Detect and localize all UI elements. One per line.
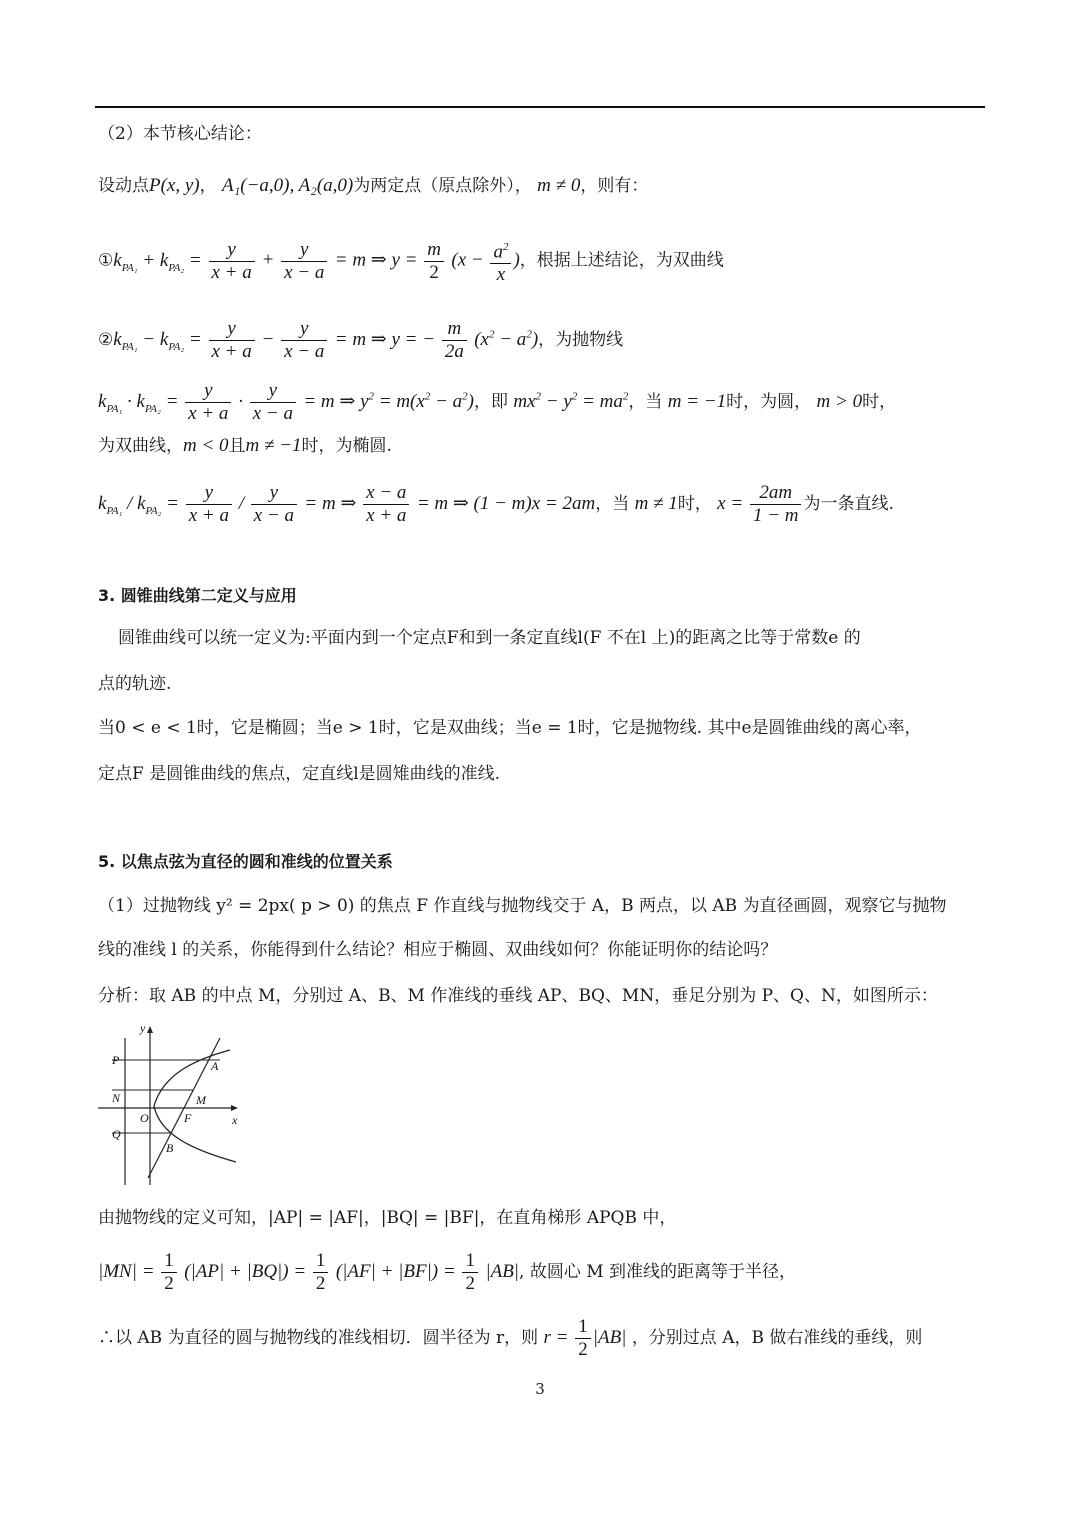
page-number: 3 bbox=[535, 1380, 545, 1398]
formula-4: $k_{PA_1} / k_{PA_2}$ = $\frac{y}{x + a}$ / $\frac{y}{x - a}$ = m ⇒ $\frac{x - a}{x + a}$ = m ⇒ (1 − m)x = 2am，当 m ≠ 1时， x = $\frac{2am}{1 - m}$ 为一条直线. bbox=[98, 482, 894, 526]
section-5-paragraph-2: 线的准线 l 的关系，你能得到什么结论？相应于椭圆、双曲线如何？你能证明你的结论吗？ bbox=[98, 940, 778, 960]
formula-3: $k_{PA_1} \cdot k_{PA_2}$ = $\frac{y}{x + a}$ · $\frac{y}{x - a}$ = m ⇒ $y^2 = m(x^2 - a^2)$，即 $mx^2 - y^2 = ma^2$，当 m = −1时，为圆， m > 0时， bbox=[98, 380, 897, 424]
formula-3-cont: 为双曲线，m < 0且m ≠ −1时，为椭圆. bbox=[98, 435, 392, 456]
intro-line: 设动点P(x, y)， A₁(−a,0), A₂(a,0)为两定点（原点除外）， m ≠ 0，则有： bbox=[98, 175, 649, 196]
parabola-figure bbox=[98, 1020, 248, 1190]
formula-1: $①k_{PA_1} + k_{PA_2}$ = $\frac{y}{x + a}$ + $\frac{y}{x - a}$ = m ⇒ y = $\frac{m}{2}$ (x − $\frac{a^2}{x}$ )，根据上述结论，为双曲线 bbox=[98, 236, 724, 286]
label-m: M bbox=[196, 1093, 206, 1107]
x-axis-arrow bbox=[231, 1105, 238, 1111]
label-a: A bbox=[211, 1059, 219, 1073]
label-q: Q bbox=[112, 1127, 121, 1141]
y-axis-arrow bbox=[147, 1026, 153, 1033]
label-b: B bbox=[166, 1141, 174, 1155]
midline-formula: |MN| = $\frac{1}{2}$ (|AP| + |BQ|) = $\frac{1}{2}$ (|AF| + |BF|) = $\frac{1}{2}$ |AB|, 故圆心 M 到准线的距离等于半径， bbox=[98, 1250, 797, 1294]
header-rule bbox=[95, 106, 985, 108]
subsection-title: （2）本节核心结论： bbox=[98, 124, 262, 144]
section-3-paragraph-3: 定点F 是圆锥曲线的焦点，定直线l是圆雉曲线的准线. bbox=[98, 764, 501, 784]
section-3-paragraph-1b: 点的轨迹. bbox=[98, 674, 172, 694]
label-n: N bbox=[112, 1091, 121, 1105]
definition-line: 由抛物线的定义可知，|AP| = |AF|，|BQ| = |BF|，在直角梯形 APQB 中， bbox=[98, 1208, 677, 1228]
formula-2: $②k_{PA_1} - k_{PA_2}$ = $\frac{y}{x + a}$ − $\frac{y}{x - a}$ = m ⇒ y = − $\frac{m}{2a}$ $(x^2 - a^2)$，为抛物线 bbox=[98, 318, 624, 362]
conclusion-line: ∴以 AB 为直径的圆与抛物线的准线相切．圆半径为 r，则 r = $\frac{1}{2}$ |AB| ，分别过点 A，B 做右准线的垂线，则 bbox=[98, 1316, 923, 1360]
section-3-paragraph-1: 圆锥曲线可以统一定义为:平面内到一个定点F和到一条定直线l(F 不在l 上)的距离之比等于常数e 的 bbox=[118, 628, 861, 648]
label-y: y bbox=[140, 1021, 146, 1035]
label-p: P bbox=[112, 1053, 120, 1067]
label-x: x bbox=[232, 1113, 238, 1127]
section-5-title: 5. 以焦点弦为直径的圆和准线的位置关系 bbox=[98, 852, 393, 871]
label-o: O bbox=[140, 1111, 149, 1125]
label-f: F bbox=[184, 1111, 192, 1125]
section-3-paragraph-2: 当0 < e < 1时，它是椭圆；当e > 1时，它是双曲线；当e = 1时，它是抛物线. 其中e是圆锥曲线的离心率， bbox=[98, 718, 922, 738]
section-5-paragraph-1: （1）过抛物线 y² = 2px( p > 0) 的焦点 F 作直线与抛物线交于 A，B 两点，以 AB 为直径画圆，观察它与抛物 bbox=[98, 896, 947, 916]
section-5-analysis: 分析：取 AB 的中点 M，分别过 A、B、M 作准线的垂线 AP、BQ、MN，垂足分别为 P、Q、N，如图所示： bbox=[98, 986, 938, 1006]
section-3-title: 3. 圆锥曲线第二定义与应用 bbox=[98, 586, 297, 605]
